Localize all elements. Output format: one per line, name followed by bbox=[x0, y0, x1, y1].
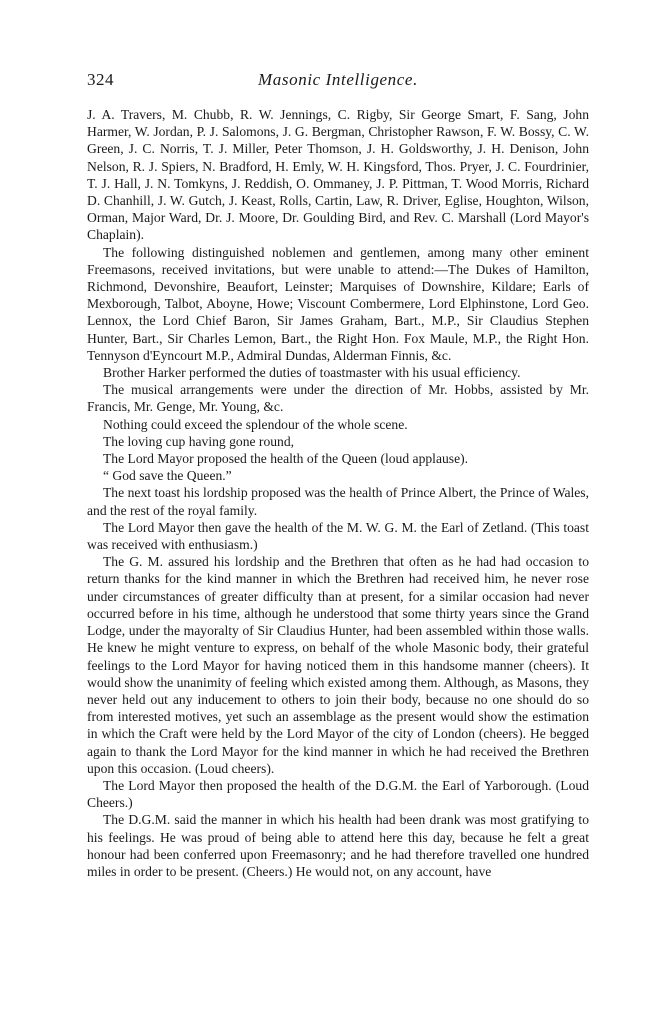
paragraph-loving-cup: The loving cup having gone round, bbox=[103, 433, 295, 449]
paragraph-earl-of-zetland: The Lord Mayor then gave the health of the M. W. G. M. the Earl of Zetland. (This toast was received with enthusiasm.) bbox=[87, 519, 589, 553]
running-head bbox=[87, 70, 589, 98]
paragraph-invitations: The following distinguished noblemen and gentlemen, among many other eminent Freemasons, received invitations, but were unable to attend:—The Dukes of Hamilton, Richmond, Devonshire, Beaufort, Leinster; Marquises of Downshire, Kildare; Earls of Mexborough, Talbot, Aboyne, Howe; Viscount Combermere, Lord Elphinstone, Lord Geo. Lennox, the Lord Chief Baron, Sir James Graham, Bart., M.P., Sir Claudius Stephen Hunter, Bart., Sir Charles Lemon, Bart., the Right Hon. Fox Maule, M.P., the Right Hon. Tennyson d'Eyncourt M.P., Admiral Dundas, Alderman Finnis, &c. bbox=[87, 244, 589, 363]
body-text bbox=[87, 106, 589, 880]
paragraph-toastmaster: Brother Harker performed the duties of toastmaster with his usual efficiency. bbox=[103, 365, 521, 381]
running-title: Masonic Intelligence. bbox=[258, 70, 418, 89]
paragraph-attendee-list: J. A. Travers, M. Chubb, R. W. Jennings, C. Rigby, Sir George Smart, F. Sang, John Harmer, W. Jordan, P. J. Salomons, J. G. Bergman, Christopher Rawson, F. W. Bossy, C. W. Green, J. C. Norris, T. J. Miller, Peter Thomson, J. H. Goldsworthy, J. H. Denison, John Nelson, R. J. Spiers, N. Bradford, H. Emly, W. H. Kingsford, Thos. Pryer, J. C. Fourdrinier, T. J. Hall, J. N. Tomkyns, J. Reddish, O. Ommaney, J. P. Pittman, T. Wood Morris, Richard D. Chanhill, J. W. Gutch, J. Keast, Rolls, Cartin, Law, R. Driver, Eglise, Houghton, Wilson, Orman, Major Ward, Dr. J. Moore, Dr. Goulding Bird, and Rev. C. Marshall (Lord Mayor's Chaplain). bbox=[87, 107, 589, 243]
book-page bbox=[87, 70, 589, 880]
page-number: 324 bbox=[87, 70, 114, 89]
paragraph-god-save-queen: “ God save the Queen.” bbox=[103, 468, 232, 484]
paragraph-gm-reply: The G. M. assured his lordship and the Brethren that often as he had had occasion to return thanks for the kind manner in which the Brethren had received him, he never rose under circumstances of greater difficulty than at present, for a similar occasion had never occurred before in his time, although he understood that some thirty years since the Grand Lodge, under the mayoralty of Sir Claudius Hunter, had been assembled within those walls. He knew he might venture to express, on behalf of the whole Masonic body, their grateful feelings to the Lord Mayor for having noticed them in this handsome manner (cheers). It would show the unanimity of feeling which existed among them. Although, as Masons, they never held out any inducement to others to join their body, because no one should do so from interested motives, yet such an assemblage as the present would show the estimation in which the Craft were held by the Lord Mayor of the city of London (cheers). He begged again to thank the Lord Mayor for the kind manner in which he had received the Brethren upon this occasion. (Loud cheers). bbox=[87, 554, 589, 776]
paragraph-queen-toast: The Lord Mayor proposed the health of the Queen (loud applause). bbox=[103, 451, 469, 467]
paragraph-dgm-reply: The D.G.M. said the manner in which his health had been drank was most gratifying to his feelings. He was proud of being able to attend here this day, because he felt a great honour had been conferred upon Freemasonry; and he had therefore travelled one hundred miles in order to be present. (Cheers.) He would not, on any account, have bbox=[87, 812, 589, 879]
paragraph-splendour: Nothing could exceed the splendour of the whole scene. bbox=[103, 416, 408, 432]
paragraph-dgm-toast: The Lord Mayor then proposed the health of the D.G.M. the Earl of Yarborough. (Loud Cheers.) bbox=[87, 777, 589, 811]
paragraph-prince-albert: The next toast his lordship proposed was the health of Prince Albert, the Prince of Wales, and the rest of the royal family. bbox=[87, 485, 589, 518]
paragraph-music: The musical arrangements were under the direction of Mr. Hobbs, assisted by Mr. Francis, Mr. Genge, Mr. Young, &c. bbox=[87, 382, 589, 415]
